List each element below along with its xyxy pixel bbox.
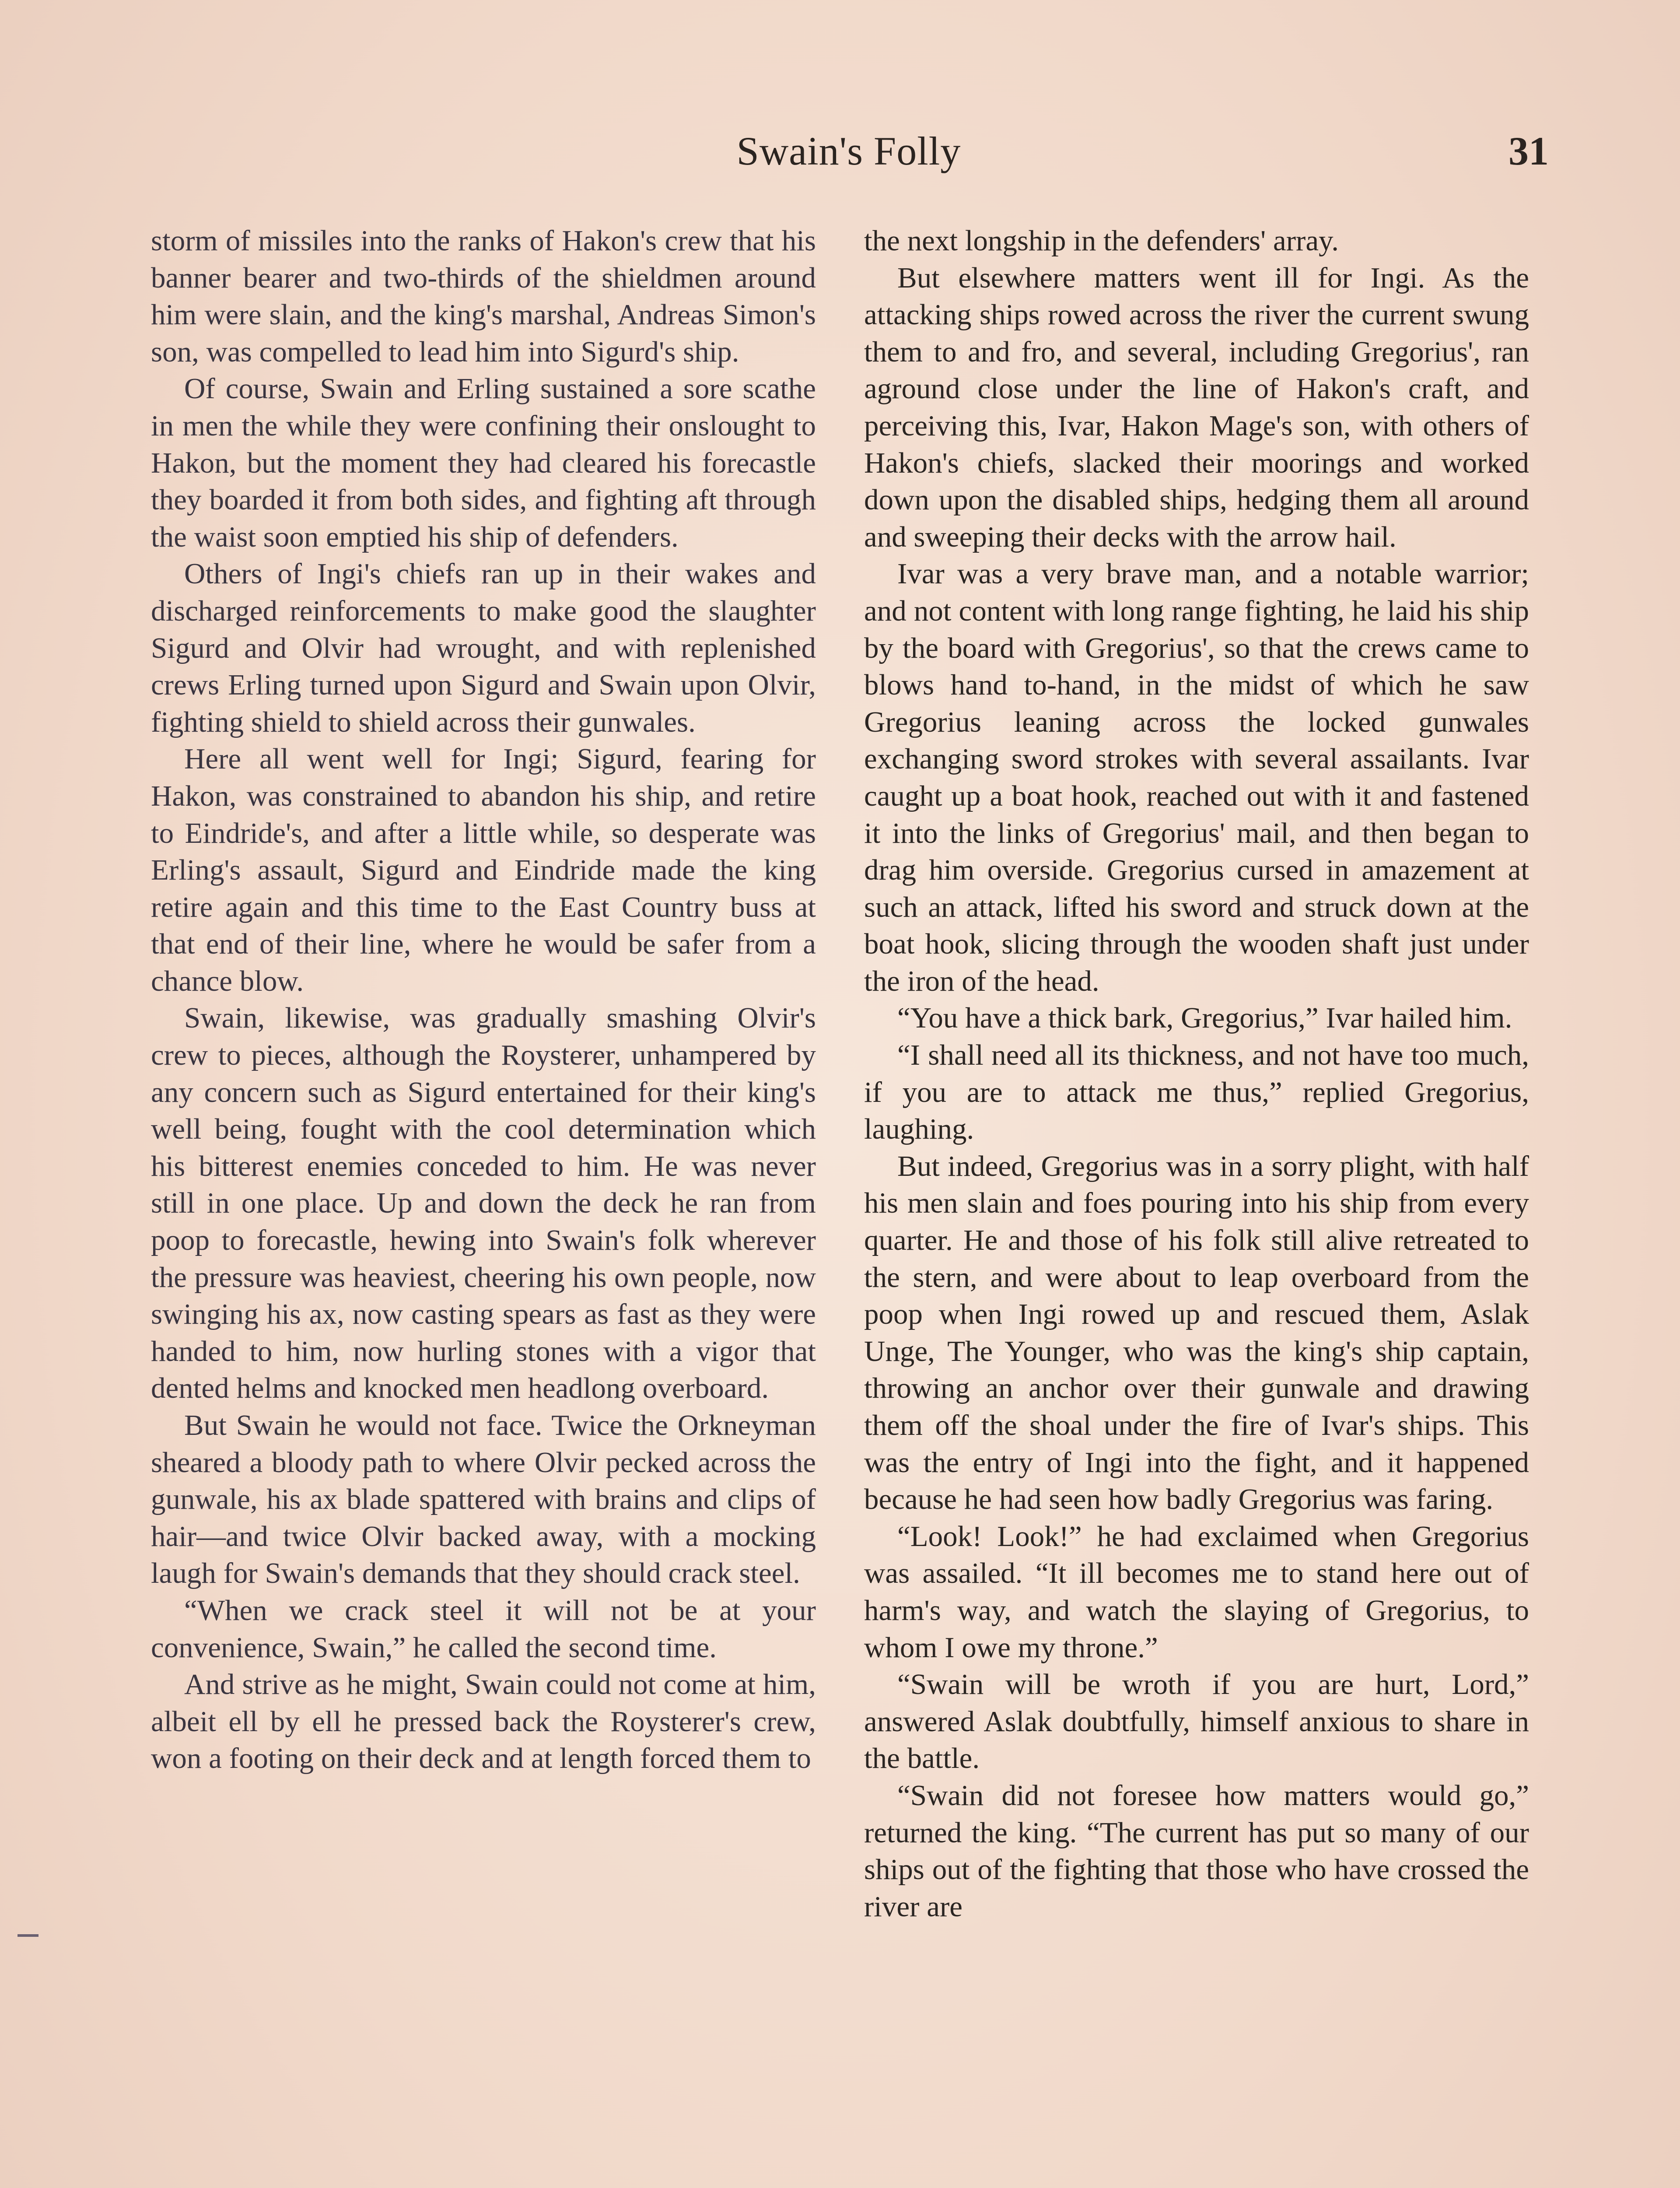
paragraph: “You have a thick bark, Gregorius,” Ivar hailed him. [897, 1002, 1512, 1034]
paragraph: storm of missiles into the ranks of Hakon's crew that his banner bearer and two-thirds of the shieldmen around him were slain, and the king's marshal, Andreas Simon's son, was compelled to lead him into Sigurd's ship. [151, 224, 816, 368]
paragraph: Others of Ingi's chiefs ran up in their wakes and discharged reinforcements to make good the slaughter Sigurd and Olvir had wrought, and with replenished crews Erling turned upon Sigurd and Swain upon Olvir, fighting shield to shield across their gunwales. [151, 558, 816, 738]
page-header [149, 128, 1549, 189]
paragraph: the next longship in the defenders' array. [864, 224, 1339, 257]
right-column [864, 222, 1529, 1925]
paragraph: Swain, likewise, was gradually smashing Olvir's crew to pieces, although the Roysterer, unhampered by any concern such as Sigurd entertained for their king's well being, fought with the cool determination which his bitterest enemies conceded to him. He was never still in one place. Up and down the deck he ran from poop to forecastle, hewing into Swain's folk wherever the pressure was heaviest, cheering his own people, now swinging his ax, now casting spears as fast as they were handed to him, now hurling stones with a vigor that dented helms and knocked men headlong overboard. [151, 1002, 816, 1405]
paragraph: “I shall need all its thickness, and not have too much, if you are to attack me thus,” replied Gregorius, laughing. [864, 1039, 1529, 1146]
running-title: Swain's Folly [736, 129, 961, 173]
paragraph: But Swain he would not face. Twice the Orkneyman sheared a bloody path to where Olvir pecked across the gunwale, his ax blade spattered with brains and clips of hair—and twice Olvir backed away, with a mocking laugh for Swain's demands that they should crack steel. [151, 1409, 816, 1590]
paragraph: Here all went well for Ingi; Sigurd, fearing for Hakon, was constrained to abandon his ship, and retire to Eindride's, and after a little while, so desperate was Erling's assault, Sigurd and Eindride made the king retire again and this time to the East Country buss at that end of their line, where he would be safer from a chance blow. [151, 743, 816, 997]
left-column [151, 222, 816, 1777]
paragraph: But elsewhere matters went ill for Ingi. As the attacking ships rowed across the river the current swung them to and fro, and several, including Gregorius', ran aground close under the line of Hakon's craft, and perceiving this, Ivar, Hakon Mage's son, with others of Hakon's chiefs, slacked their moorings and worked down upon the disabled ships, hedging them all around and sweeping their decks with the arrow hail. [864, 261, 1529, 553]
paragraph: Ivar was a very brave man, and a notable warrior; and not content with long range fighting, he laid his ship by the board with Gregorius', so that the crews came to blows hand to-hand, in the midst of which he saw Gregorius leaning across the locked gunwales exchanging sword strokes with several assailants. Ivar caught up a boat hook, reached out with it and fastened it into the links of Gregorius' mail, and then began to drag him overside. Gregorius cursed in amazement at such an attack, lifted his sword and struck down at the boat hook, slicing through the wooden shaft just under the iron of the head. [864, 558, 1529, 997]
page-number: 31 [1508, 129, 1549, 173]
paragraph: Of course, Swain and Erling sustained a sore scathe in men the while they were confining their onslought to Hakon, but the moment they had cleared his forecastle they boarded it from both sides, and fighting aft through the waist soon emptied his ship of defenders. [151, 372, 816, 553]
paragraph: “Swain will be wroth if you are hurt, Lord,” answered Aslak doubtfully, himself anxious to share in the battle. [864, 1668, 1529, 1775]
paragraph: “Look! Look!” he had exclaimed when Gregorius was assailed. “It ill becomes me to stand here out of harm's way, and watch the slaying of Gregorius, to whom I owe my throne.” [864, 1520, 1529, 1664]
paragraph: “Swain did not foresee how matters would go,” returned the king. “The current has put so many of our ships out of the fighting that those who have crossed the river are [864, 1779, 1529, 1923]
paragraph: And strive as he might, Swain could not come at him, albeit ell by ell he pressed back the Roysterer's crew, won a footing on their deck and at length forced them to [151, 1668, 816, 1775]
margin-mark [18, 1934, 38, 1937]
paragraph: But indeed, Gregorius was in a sorry plight, with half his men slain and foes pouring into his ship from every quarter. He and those of his folk still alive retreated to the stern, and were about to leap overboard from the poop when Ingi rowed up and rescued them, Aslak Unge, The Younger, who was the king's ship captain, throwing an anchor over their gunwale and drawing them off the shoal under the fire of Ivar's ships. This was the entry of Ingi into the fight, and it happened because he had seen how badly Gregorius was faring. [864, 1150, 1529, 1516]
paragraph: “When we crack steel it will not be at your convenience, Swain,” he called the second time. [151, 1594, 816, 1664]
